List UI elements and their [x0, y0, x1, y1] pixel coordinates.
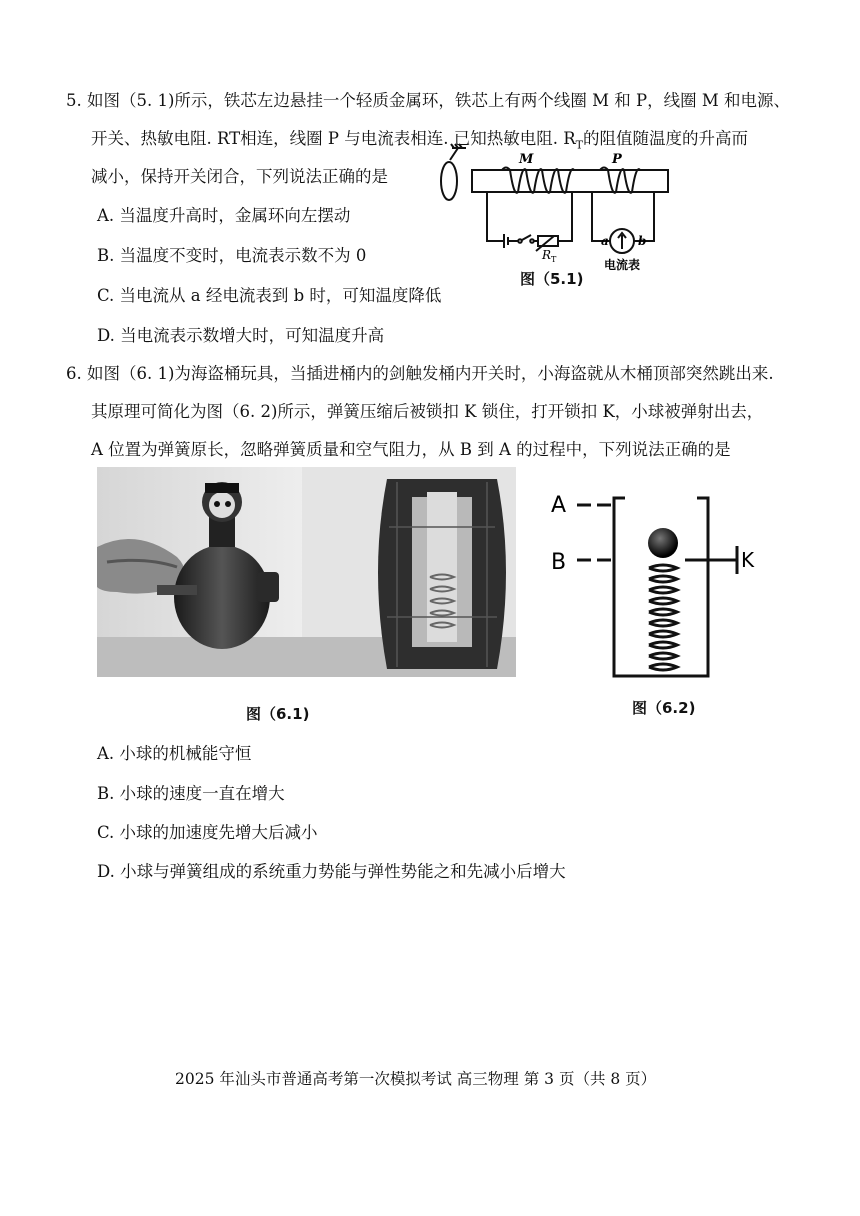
q6-option-c: C. 小球的加速度先增大后减小 — [97, 823, 318, 842]
coil-m-label: M — [519, 152, 534, 167]
lock-k-label: K — [741, 548, 755, 572]
q6-line3: A 位置为弹簧原长，忽略弹簧质量和空气阻力，从 B 到 A 的过程中，下列说法正确的是 — [91, 440, 731, 459]
q5-option-d: D. 当电流表示数增大时，可知温度升高 — [97, 326, 385, 345]
pirate-barrel-photo — [97, 467, 516, 677]
ammeter-label: 电流表 — [604, 258, 641, 272]
figure-5-1-caption: 图（5.1) — [520, 270, 584, 288]
q6-line1: 6. 如图（6. 1)为海盗桶玩具，当插进桶内的剑触发桶内开关时，小海盗就从木桶顶部突然跳出来. — [66, 364, 774, 383]
q5-line2-tail: 的阻值随温度的升高而 — [582, 129, 748, 148]
figure-6-2-caption: 图（6.2) — [632, 699, 696, 717]
terminal-b-label: b — [638, 234, 647, 248]
q5-option-c: C. 当电流从 a 经电流表到 b 时，可知温度降低 — [97, 286, 442, 305]
q5-line2-sub: T — [575, 138, 583, 152]
ball-icon — [648, 528, 678, 558]
thermistor-label: R — [542, 248, 552, 262]
q5-option-a: A. 当温度升高时，金属环向左摆动 — [97, 206, 351, 225]
q5-line2-text: 开关、热敏电阻. RT相连，线圈 P 与电流表相连. 已知热敏电阻. R — [91, 129, 576, 148]
thermistor-label-sub: T — [551, 255, 557, 264]
q5-option-b: B. 当温度不变时，电流表示数不为 0 — [97, 246, 367, 265]
position-a-label: A — [551, 493, 567, 518]
page-footer: 2025 年汕头市普通高考第一次模拟考试 高三物理 第 3 页（共 8 页） — [175, 1070, 657, 1088]
position-b-label: B — [551, 550, 567, 575]
q6-option-a: A. 小球的机械能守恒 — [97, 744, 252, 763]
figure-6-2-diagram — [545, 482, 760, 687]
figure-5-1-circuit — [432, 143, 677, 273]
figure-6-1-caption: 图（6.1) — [246, 705, 310, 723]
q6-line2: 其原理可简化为图（6. 2)所示，弹簧压缩后被锁扣 K 锁住，打开锁扣 K，小球被弹射出去， — [91, 402, 764, 421]
terminal-a-label: a — [601, 234, 609, 248]
q6-option-d: D. 小球与弹簧组成的系统重力势能与弹性势能之和先减小后增大 — [97, 862, 566, 881]
coil-p-label: P — [612, 152, 622, 167]
q5-line1: 5. 如图（5. 1)所示，铁芯左边悬挂一个轻质金属环，铁芯上有两个线圈 M 和 P，线圈 M 和电源、 — [66, 91, 791, 110]
figure-6-1-photo — [97, 467, 516, 677]
q5-line3: 减小，保持开关闭合，下列说法正确的是 — [91, 167, 388, 186]
q6-option-b: B. 小球的速度一直在增大 — [97, 784, 285, 803]
